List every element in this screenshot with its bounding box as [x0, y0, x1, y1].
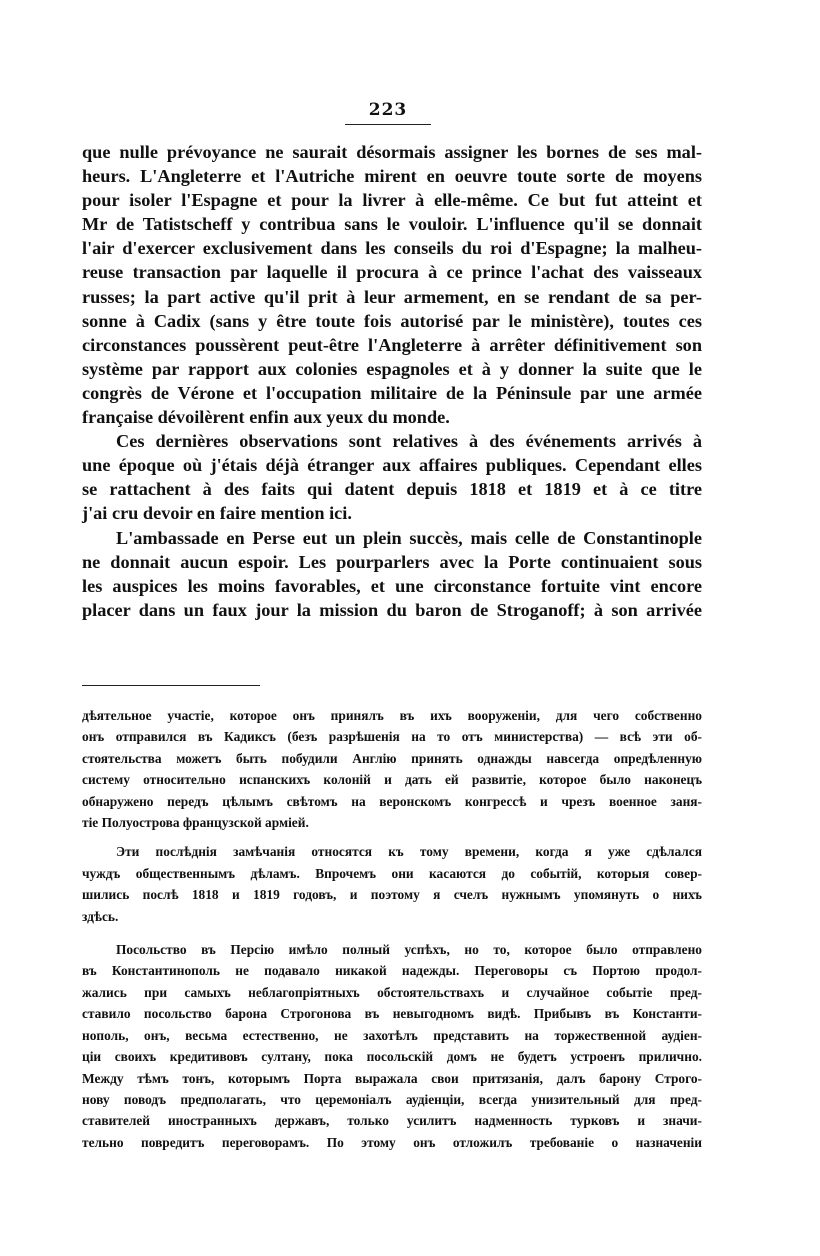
main-line: les auspices les moins favorables, et une circonstance fortuite vint encore: [82, 575, 702, 596]
main-line: française dévoilèrent enfin aux yeux du monde.: [82, 407, 450, 428]
footnote-line: Посольство въ Персію имѣло полный успѣхъ, но то, которое было отправлено: [116, 942, 702, 958]
main-line: reuse transaction par laquelle il procura à ce prince l'achat des vaisseaux: [82, 262, 702, 283]
main-line: Ces dernières observations sont relatives à des événements arrivés à: [116, 431, 702, 452]
footnote-line: дѣятельное участіе, которое онъ принялъ въ ихъ вооруженіи, для чего собственно: [82, 708, 702, 723]
footnote-line: шились послѣ 1818 и 1819 годовъ, и поэтому я счелъ нужнымъ упомянуть о нихъ: [82, 887, 702, 903]
main-line: sonne à Cadix (sans y être toute fois autorisé par le ministère), toutes ces: [82, 310, 702, 331]
footnote-line: ставило посольство барона Строгонова въ невыгодномъ видѣ. Прибывъ въ Константи-: [82, 1006, 702, 1022]
footnote-separator: [82, 685, 260, 686]
main-line: l'air d'exercer exclusivement dans les conseils du roi d'Espagne; la malheu-: [82, 238, 702, 259]
footnote-line: чуждъ общественнымъ дѣламъ. Впрочемъ они касаются до событій, которыя совер-: [82, 865, 702, 881]
main-line: circonstances poussèrent peut-être l'Angleterre à arrêter définitivement son: [82, 334, 702, 355]
footnote-text: [82, 705, 702, 1153]
main-line: j'ai cru devoir en faire mention ici.: [82, 503, 352, 524]
footnote-line: въ Константинополь не подавало никакой надежды. Переговоры съ Портою продол-: [82, 963, 702, 979]
main-line: placer dans un faux jour la mission du baron de Stroganoff; à son arrivée: [82, 599, 702, 620]
main-line: russes; la part active qu'il prit à leur armement, en se rendant de sa per-: [82, 286, 702, 307]
footnote-line: здѣсь.: [82, 908, 119, 924]
footnote-line: тіе Полуострова французской арміей.: [82, 815, 309, 831]
footnote-line: жались при самыхъ неблагопріятныхъ обстоятельствахъ и случайное событіе пред-: [82, 984, 702, 1000]
main-line: se rattachent à des faits qui datent depuis 1818 et 1819 et à ce titre: [82, 479, 702, 500]
main-line: que nulle prévoyance ne saurait désormais assigner les bornes de ses mal-: [82, 142, 702, 162]
footnote-line: стоятельства можетъ быть побудили Англію принять однажды навсегда опредѣленную: [82, 750, 702, 766]
main-line: ne donnait aucun espoir. Les pourparlers avec la Porte continuaient sous: [82, 551, 702, 572]
footnote-line: ціи своихъ кредитивовъ султану, пока посольскій домъ не будетъ устроенъ прилично.: [82, 1049, 702, 1065]
footnote-line: нову поводъ предполагать, что церемоніалъ аудіенціи, всегда унизительный для пред-: [82, 1091, 702, 1107]
footnote-line: Между тѣмъ тонъ, которымъ Порта выражала свои притязанія, далъ барону Строго-: [82, 1070, 702, 1086]
main-line: L'ambassade en Perse eut un plein succès, mais celle de Constantinople: [116, 527, 702, 548]
footnote-line: ставителей иностранныхъ державъ, только усилитъ надменность турковъ и значи-: [82, 1113, 702, 1129]
main-line: une époque où j'étais déjà étranger aux affaires publiques. Cependant elles: [82, 455, 702, 476]
footnote-line: тельно повредитъ переговорамъ. По этому онъ отложилъ требованіе о назначеніи: [82, 1134, 702, 1150]
main-line: système par rapport aux colonies espagnoles et à y donner la suite que le: [82, 358, 702, 379]
main-line: congrès de Vérone et l'occupation militaire de la Péninsule par une armée: [82, 382, 702, 403]
page-number-rule: [345, 124, 431, 125]
footnote-line: нополь, онъ, весьма естественно, не захотѣлъ представить на торжественной аудіен-: [82, 1027, 702, 1043]
page-number: 223: [368, 100, 408, 120]
footnote-line: онъ отправился въ Кадиксъ (безъ разрѣшенія на то отъ министерства) — всѣ эти об-: [82, 729, 702, 745]
main-line: pour isoler l'Espagne et pour la livrer à elle-même. Ce but fut atteint et: [82, 190, 702, 211]
footnote-line: обнаружено передъ цѣлымъ свѣтомъ на веронскомъ конгрессѣ и чрезъ военное заня-: [82, 793, 702, 809]
main-line: Mr de Tatistscheff y contribua sans le vouloir. L'influence qu'il se donnait: [82, 214, 702, 235]
main-line: heurs. L'Angleterre et l'Autriche mirent en oeuvre toute sorte de moyens: [82, 166, 702, 187]
main-text: [82, 140, 702, 622]
footnote-line: Эти послѣднія замѣчанія относятся къ тому времени, когда я уже сдѣлался: [116, 844, 702, 860]
footnote-line: систему относительно испанскихъ колоній и дать ей развитіе, которое было наконецъ: [82, 772, 702, 788]
